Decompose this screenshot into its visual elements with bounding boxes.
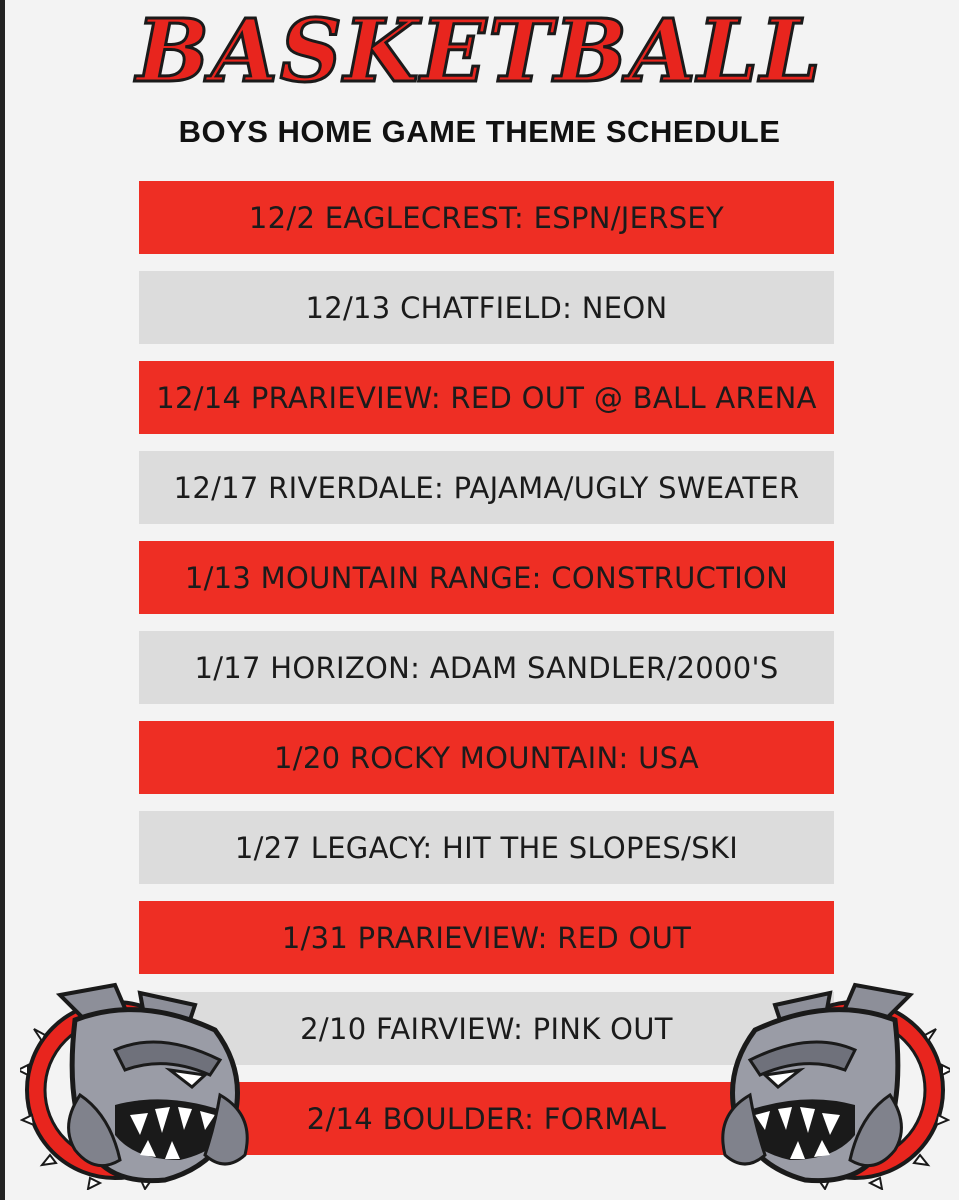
schedule-row	[139, 181, 834, 254]
bulldog-mascot-icon	[700, 975, 950, 1190]
schedule-row-text: 1/27 LEGACY: HIT THE SLOPES/SKI	[234, 830, 739, 865]
schedule-row-text: 1/17 HORIZON: ADAM SANDLER/2000'S	[194, 650, 779, 685]
schedule-row-text: 12/2 EAGLECREST: ESPN/JERSEY	[248, 200, 725, 235]
bulldog-mascot-icon	[20, 975, 270, 1190]
schedule-row-text: 2/10 FAIRVIEW: PINK OUT	[300, 1011, 673, 1046]
schedule-row-text: 12/14 PRARIEVIEW: RED OUT @ BALL ARENA	[156, 380, 817, 415]
schedule-row	[139, 271, 834, 344]
schedule-row	[139, 901, 834, 974]
schedule-row-text: 12/17 RIVERDALE: PAJAMA/UGLY SWEATER	[173, 470, 800, 505]
schedule-row	[139, 361, 834, 434]
schedule-row-text: 1/13 MOUNTAIN RANGE: CONSTRUCTION	[184, 560, 789, 595]
schedule-row-text: 2/14 BOULDER: FORMAL	[306, 1101, 667, 1136]
schedule-row-text: 12/13 CHATFIELD: NEON	[305, 290, 668, 325]
schedule-row-text: 1/31 PRARIEVIEW: RED OUT	[281, 920, 692, 955]
schedule-row	[139, 541, 834, 614]
poster-title: BASKETBALL	[136, 1, 823, 102]
schedule-row	[139, 631, 834, 704]
schedule-row-text: 1/20 ROCKY MOUNTAIN: USA	[274, 740, 699, 775]
schedule-row	[139, 811, 834, 884]
poster-subtitle: BOYS HOME GAME THEME SCHEDULE	[178, 114, 781, 149]
schedule-row	[139, 451, 834, 524]
schedule-row	[139, 721, 834, 794]
